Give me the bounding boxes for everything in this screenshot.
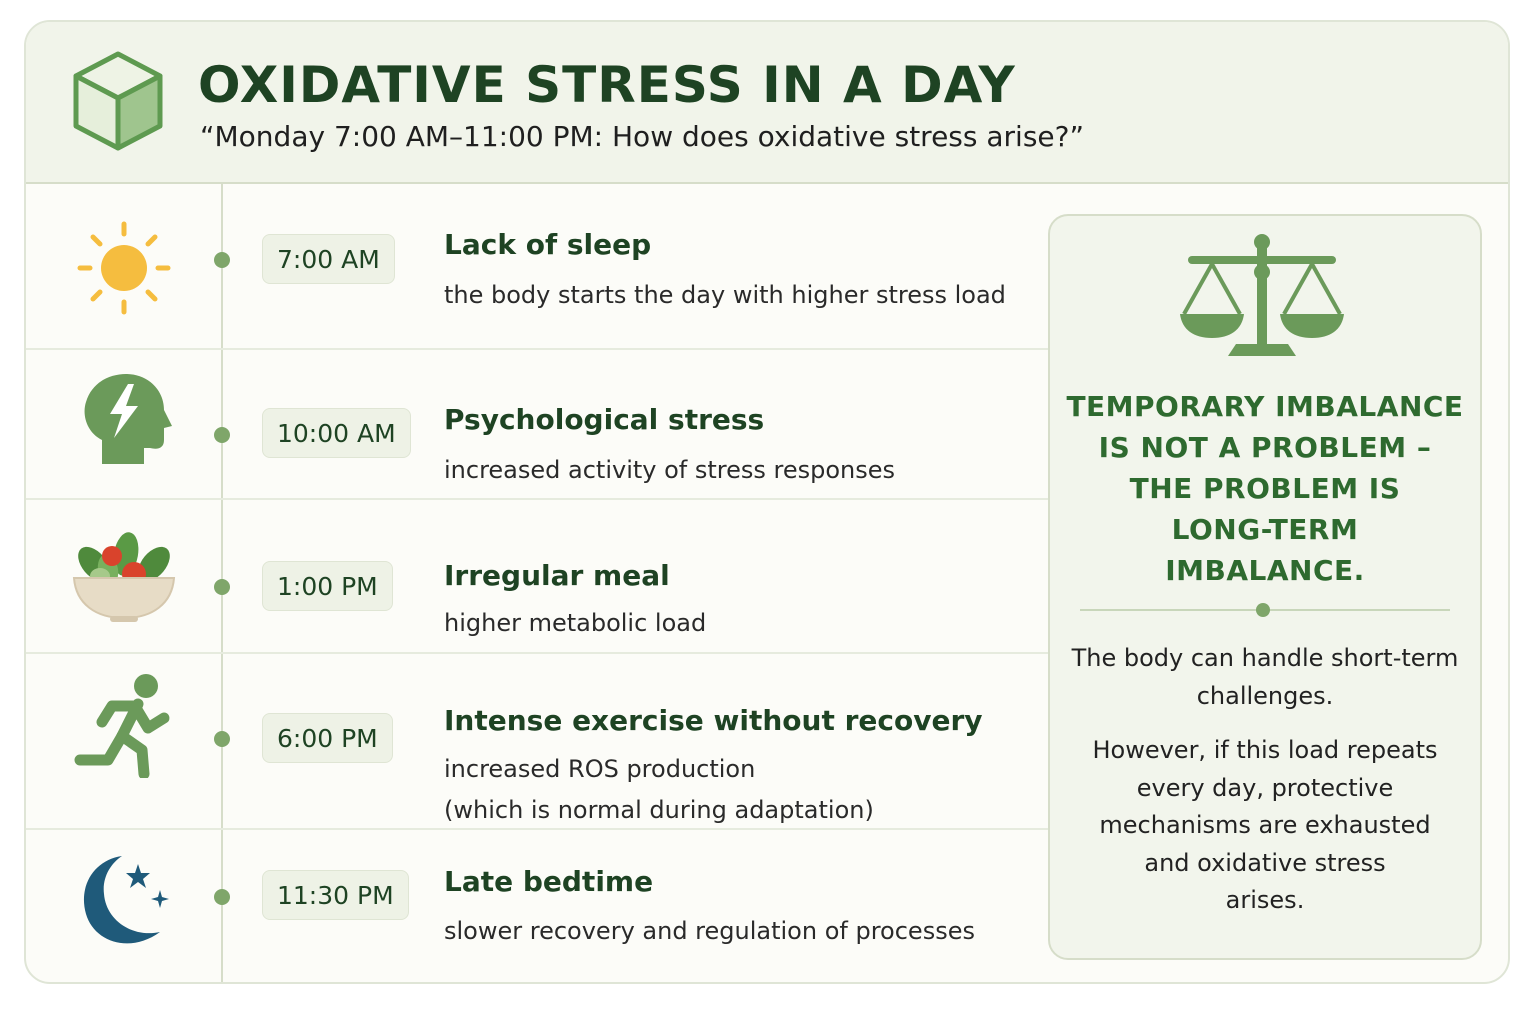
runner-icon: [72, 674, 176, 778]
paragraph-line: every day, protective: [1136, 773, 1394, 802]
timeline-dot: [214, 579, 230, 595]
paragraph-line: arises.: [1225, 886, 1305, 914]
paragraph-line: The body can handle short-term: [1071, 644, 1459, 672]
page-title: OXIDATIVE STRESS IN A DAY: [198, 56, 1016, 114]
headline-line: IMBALANCE.: [1165, 554, 1365, 587]
panel-divider-dot: [1256, 603, 1270, 617]
event-description-line: higher metabolic load: [444, 609, 707, 637]
event-description-line: the body starts the day with higher stress load: [444, 281, 1006, 309]
event-title: Lack of sleep: [444, 228, 652, 261]
event-description: [444, 911, 975, 952]
paragraph-line: mechanisms are exhausted: [1099, 811, 1431, 839]
event-title: Irregular meal: [444, 559, 670, 592]
panel-paragraph-2: [1066, 732, 1464, 920]
event-title: Psychological stress: [444, 403, 765, 436]
timeline-dot: [214, 427, 230, 443]
time-badge: 10:00 AM: [262, 408, 411, 458]
event-title: Intense exercise without recovery: [444, 704, 983, 737]
time-badge: 11:30 PM: [262, 870, 409, 920]
salad-bowl-icon: [72, 526, 176, 630]
headline-line: LONG-TERM: [1171, 513, 1359, 546]
infographic-card: [24, 20, 1510, 984]
time-badge: 7:00 AM: [262, 234, 395, 284]
cube-icon: [72, 50, 164, 152]
timeline-row-sleep: [26, 182, 1048, 348]
timeline-row-bedtime: [26, 830, 1048, 984]
paragraph-line: and oxidative stress: [1144, 848, 1386, 877]
timeline-row-psych: [26, 350, 1048, 498]
event-description: [444, 603, 706, 644]
panel-paragraph-1: [1066, 640, 1464, 715]
timeline-dot: [214, 889, 230, 905]
event-description-line: increased ROS production: [444, 755, 756, 783]
event-description: [444, 275, 1006, 316]
timeline-row-meal: [26, 500, 1048, 652]
balance-scale-icon: [1180, 234, 1344, 362]
timeline-dot: [214, 731, 230, 747]
head-lightning-icon: [72, 368, 176, 472]
timeline-dot: [214, 252, 230, 268]
key-message-panel: [1048, 214, 1482, 960]
event-description-line: (which is normal during adaptation): [444, 796, 874, 824]
event-description-line: increased activity of stress responses: [444, 456, 896, 484]
sun-icon: [72, 216, 176, 320]
event-title: Late bedtime: [444, 865, 654, 898]
event-description: [444, 450, 895, 491]
timeline-row-exercise: [26, 654, 1048, 828]
headline-line: THE PROBLEM IS: [1129, 472, 1401, 505]
event-description: [444, 749, 874, 831]
time-badge: 6:00 PM: [262, 713, 393, 763]
header: [26, 22, 1508, 184]
page-subtitle: “Monday 7:00 AM–11:00 PM: How does oxidative stress arise?”: [200, 120, 1085, 153]
headline-line: TEMPORARY IMBALANCE: [1066, 390, 1464, 423]
time-badge: 1:00 PM: [262, 561, 393, 611]
event-description-line: slower recovery and regulation of processes: [444, 917, 975, 945]
moon-stars-icon: [72, 850, 176, 954]
paragraph-line: challenges.: [1196, 681, 1334, 710]
key-message-headline: [1060, 386, 1470, 591]
headline-line: IS NOT A PROBLEM –: [1098, 431, 1432, 464]
paragraph-line: However, if this load repeats: [1092, 736, 1438, 764]
